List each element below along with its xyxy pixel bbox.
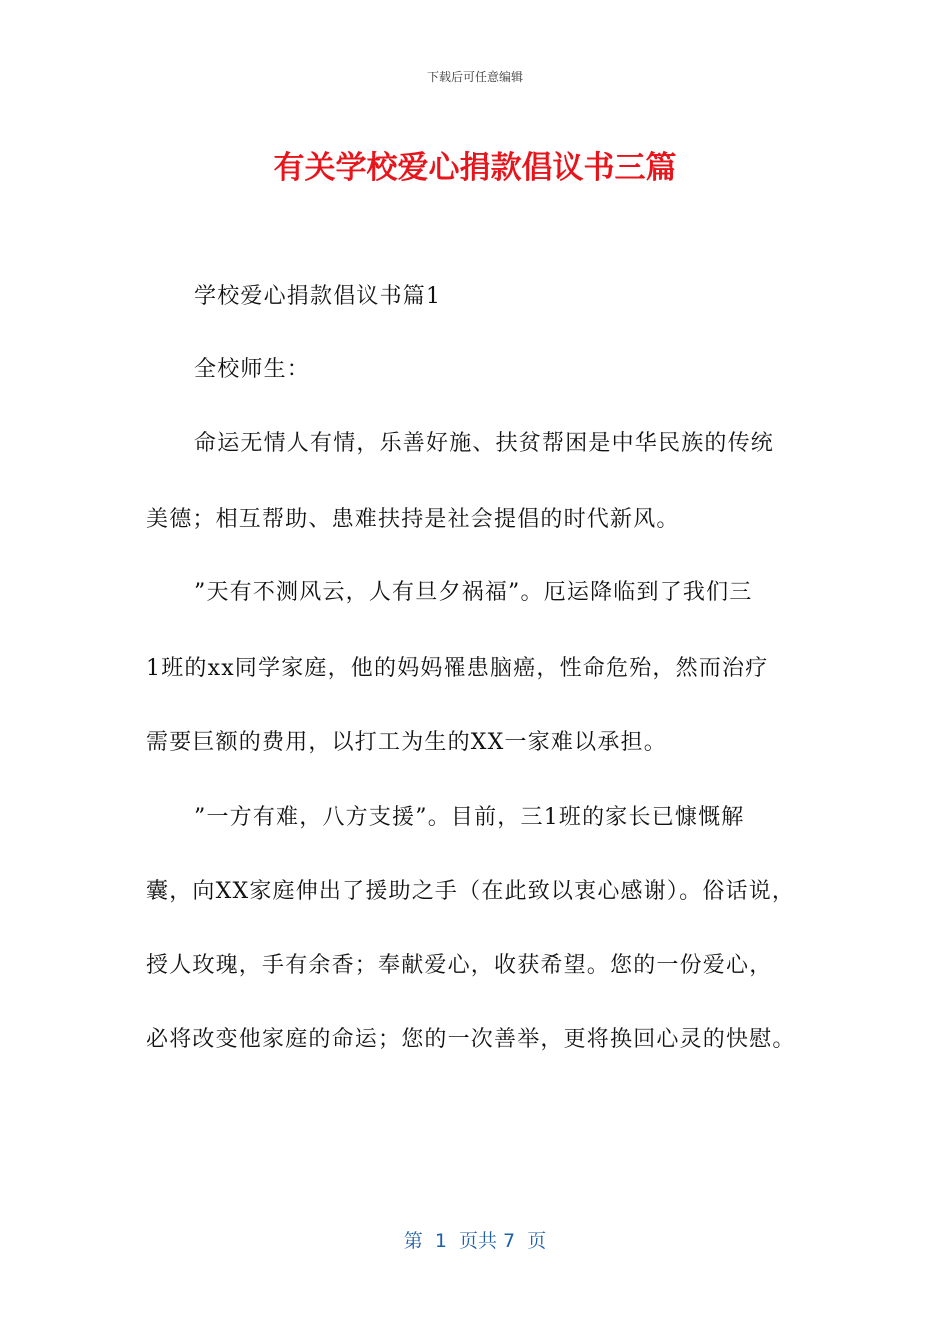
paragraph-line: 囊，向XX家庭伸出了援助之手（在此致以衷心感谢）。俗话说， xyxy=(146,879,796,904)
salutation: 全校师生： xyxy=(194,357,311,382)
paragraph-line: 命运无情人有情，乐善好施、扶贫帮困是中华民族的传统 xyxy=(194,431,775,456)
header-note: 下载后可任意编辑 xyxy=(426,70,523,84)
paragraph-line: ”天有不测风云，人有旦夕祸福”。厄运降临到了我们三 xyxy=(194,580,753,605)
page-indicator: 第 1 页共 7 页 xyxy=(403,1230,547,1252)
section-heading: 学校爱心捐款倡议书篇1 xyxy=(194,284,442,309)
paragraph-line: ”一方有难，八方支援”。目前，三1班的家长已慷慨解 xyxy=(194,805,745,830)
paragraph-line: 美德；相互帮助、患难扶持是社会提倡的时代新风。 xyxy=(146,507,680,532)
document-title: 有关学校爱心捐款倡议书三篇 xyxy=(273,150,677,186)
paragraph-line: 需要巨额的费用，以打工为生的XX一家难以承担。 xyxy=(146,730,667,755)
paragraph-line: 必将改变他家庭的命运；您的一次善举，更将换回心灵的快慰。 xyxy=(146,1027,796,1052)
paragraph-line: 1班的xx同学家庭，他的妈妈罹患脑癌，性命危殆，然而治疗 xyxy=(146,656,769,681)
paragraph-line: 授人玫瑰，手有余香；奉献爱心，收获希望。您的一份爱心， xyxy=(146,953,773,978)
